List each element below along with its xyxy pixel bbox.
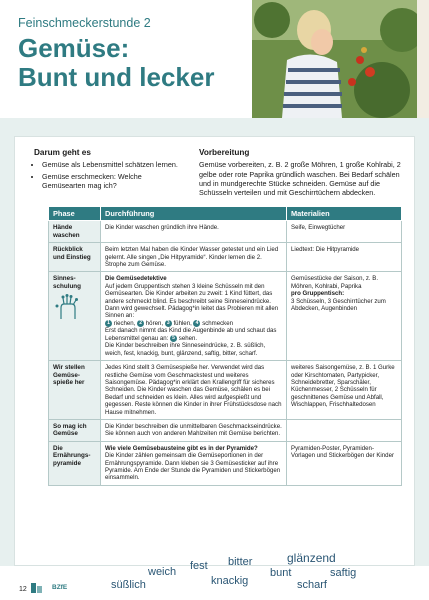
table-row — [49, 361, 402, 420]
sense-word: saftig — [330, 567, 357, 579]
bzfe-logo-text: BZfE — [52, 584, 68, 591]
activity-text: Die Kinder beschreiben ihre Sinneseindrücke, z. B. süßlich, weich, fest, knackig, bunt, glänzend, saftig, bitter, scharf. — [105, 342, 266, 357]
hand-senses-icon — [53, 294, 83, 320]
table-row — [49, 441, 402, 485]
mouth-icon: 4 — [193, 320, 200, 327]
activity-heading: Die Gemüsedetektive — [105, 275, 167, 283]
materials-subheading: pro Gruppentisch: — [291, 290, 345, 298]
header-procedure: Durchführung — [101, 207, 287, 221]
section-band — [0, 118, 429, 136]
title-line-1: Gemüse: — [18, 33, 130, 63]
sense-word: knackig — [211, 575, 249, 587]
activity-text: Erst danach nimmt das Kind die Augenbinde ab und schaut das Lebensmittel genau an: — [105, 327, 277, 342]
sense-word: scharf — [297, 579, 327, 591]
materials-cell: Pyramiden-Poster, Pyramiden-Vorlagen und Stickerbögen der Kinder — [287, 441, 402, 485]
lesson-plan-table — [48, 206, 402, 486]
materials-cell — [287, 419, 402, 441]
header-materials: Materialien — [287, 207, 402, 221]
page-header — [0, 0, 429, 118]
procedure-cell — [101, 272, 287, 361]
phase-cell: Die Ernährungs-pyramide — [49, 441, 101, 485]
sense-word: bitter — [228, 556, 253, 568]
bzfe-logo-icon — [31, 583, 49, 593]
left-margin-band — [0, 136, 14, 566]
sense-word: weich — [148, 566, 177, 578]
materials-cell: weiteres Saisongemüse, z. B. 1 Gurke oder Kirschtomaten, Partypicker, Schneidebretter, Sparschäler, Küchenmesser, 2 Schüsseln für geschnittenes Gemüse und Abfall, Wischlappen, Frischhaltedosen — [287, 361, 402, 420]
goal-item: • Gemüse als Lebensmittel schätzen lernen. — [42, 160, 184, 169]
procedure-cell: Die Kinder beschreiben die unmittelbaren Geschmackseindrücke. Sie können auch von anderen Mahlzeiten mit Gemüse berichten. — [101, 419, 287, 441]
phase-cell: So mag ich Gemüse — [49, 419, 101, 441]
eye-icon: 5 — [170, 335, 177, 342]
goal-item: • Gemüse erschmecken: Welche Gemüsearten mag ich? — [42, 172, 184, 191]
nose-icon: 1 — [105, 320, 112, 327]
materials-text: Gemüsestücke der Saison, z. B. Möhren, Kohlrabi, Paprika — [291, 275, 379, 290]
activity-text: Die Kinder zählen gemeinsam die Gemüseportionen in der Ernährungspyramide. Dann kleben sie 3 Gemüsesticker auf ihre Pyramide. Am Ende der Stunde die Pyramiden und Stickerbögen einsammeln. — [105, 452, 281, 482]
materials-cell: Liedtext: Die Hitpyramide — [287, 243, 402, 272]
procedure-cell: Die Kinder waschen gründlich ihre Hände. — [101, 221, 287, 243]
goals-heading: Darum geht es — [34, 148, 91, 157]
sense-word: süßlich — [111, 579, 146, 591]
hand-icon: 3 — [165, 320, 172, 327]
child-garden-photo — [252, 0, 429, 118]
title-line-2: Bunt und lecker — [18, 62, 215, 92]
phase-cell — [49, 272, 101, 361]
activity-heading: Wie viele Gemüsebausteine gibt es in der Pyramide? — [105, 444, 258, 452]
table-row — [49, 243, 402, 272]
procedure-cell: Beim letzten Mal haben die Kinder Wasser getestet und ein Lied gelernt. Alle singen „Die Hitpyramide“. Kinder lernen die 2. Strophe zum Gemüse. — [101, 243, 287, 272]
table-row — [49, 272, 402, 361]
sense-word: bunt — [270, 567, 292, 579]
preparation-heading: Vorbereitung — [199, 148, 250, 157]
procedure-cell — [101, 441, 287, 485]
activity-text: Auf jedem Gruppentisch stehen 3 kleine Schüsseln mit den Gemüsearten. Die Kinder arbeiten zu zweit: 1 Kind füttert, das andere schmeckt blind. Es beschreibt seine Sinneseindrücke. Dann wird gewechselt. Pädagog*in leitet das Probieren mit allen Sinnen an: — [105, 282, 279, 320]
sense-label: hören, — [145, 319, 164, 327]
header-phase: Phase — [49, 207, 101, 221]
goals-column — [34, 148, 184, 192]
sense-label: sehen. — [178, 334, 198, 342]
phase-cell: Wir stellen Gemüse-spieße her — [49, 361, 101, 420]
preparation-text: Gemüse vorbereiten, z. B. 2 große Möhren, 1 große Kohlrabi, 2 gelbe oder rote Paprika gründlich waschen. Bei Bedarf schälen und in mundgerechte Stücke schneiden. Gemüse auf die Schüsseln verteilen und mit Geschirrtüchern abdecken. — [199, 160, 401, 198]
page-number: 12 — [19, 586, 27, 593]
materials-cell — [287, 272, 402, 361]
materials-cell: Seife, Einwegtücher — [287, 221, 402, 243]
preparation-column — [199, 148, 409, 197]
materials-text: 3 Schüsseln, 3 Geschirrtücher zum Abdecken, Augenbinden — [291, 297, 386, 313]
sense-label: schmecken — [202, 319, 234, 327]
procedure-cell: Jedes Kind stellt 3 Gemüsespieße her. Verwendet wird das restliche Gemüse vom Geschmackstest und weiteres Saisongemüse. Pädagog*in erklärt den Krallengriff für sicheres Schneiden. Die Kinder waschen das Gemüse, schälen es bei Bedarf und schneiden es klein. Alles wird aufgespießt und gegessen. Reste können die Kinder in ihrer Frühstücksdose nach Hause mitnehmen. — [101, 361, 287, 420]
sense-word: glänzend — [287, 551, 336, 565]
table-row — [49, 221, 402, 243]
sense-label: riechen, — [113, 319, 136, 327]
sense-word: fest — [190, 560, 208, 572]
table-row — [49, 419, 402, 441]
ear-icon: 2 — [137, 320, 144, 327]
right-margin-band — [415, 136, 429, 566]
phase-cell: Rückblick und Einstieg — [49, 243, 101, 272]
table-header-row — [49, 207, 402, 221]
goals-list — [34, 160, 184, 190]
lesson-kicker: Feinschmeckerstunde 2 — [18, 16, 151, 30]
phase-label: Sinnes-schulung — [53, 275, 81, 290]
sense-label: fühlen, — [173, 319, 192, 327]
page-title — [18, 34, 214, 92]
phase-cell: Hände waschen — [49, 221, 101, 243]
